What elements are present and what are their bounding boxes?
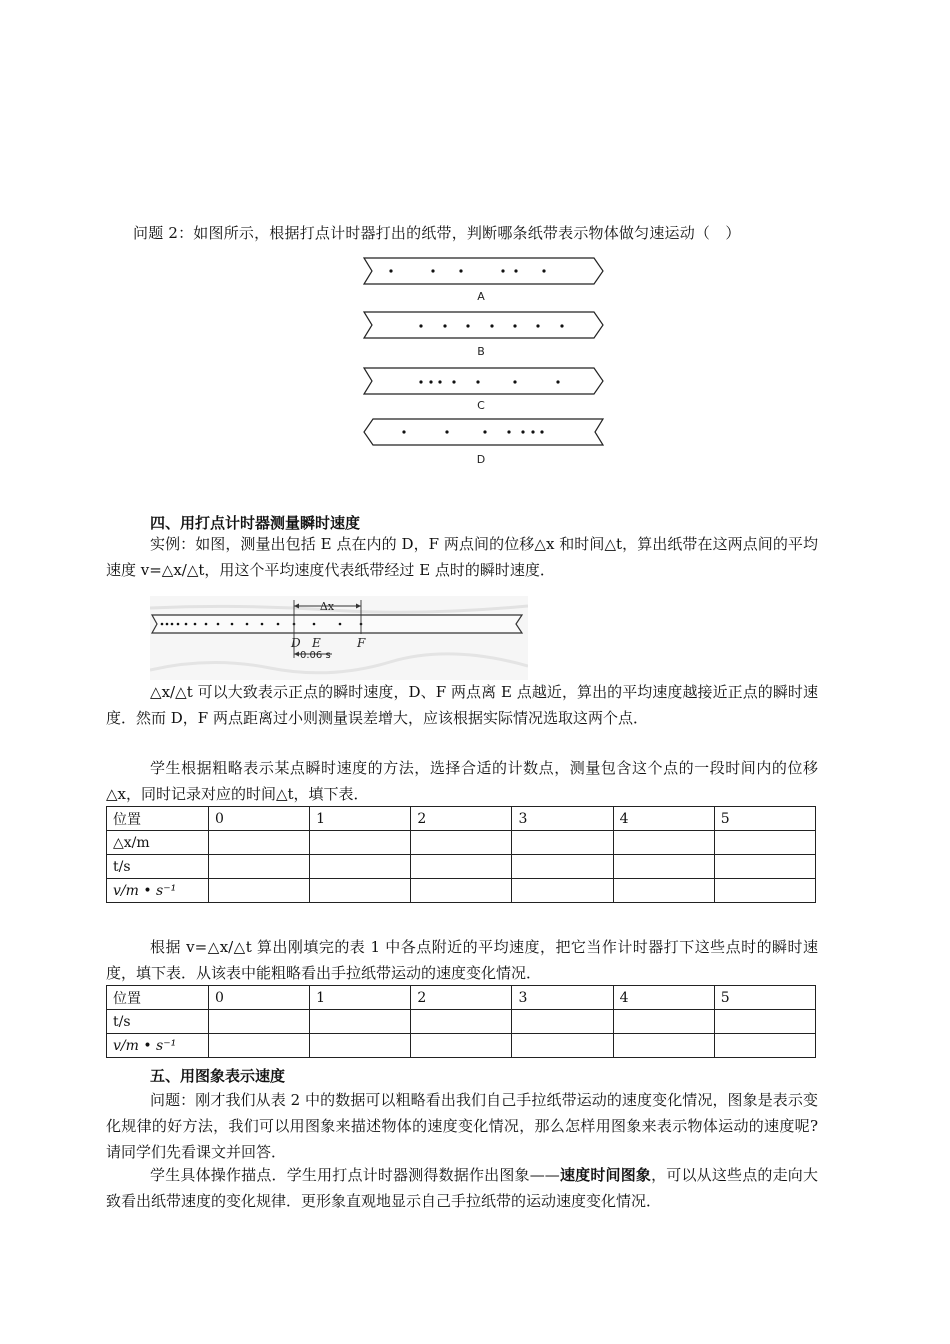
section-4-note-paragraph: △x/△t 可以大致表示正点的瞬时速度，D、F 两点离 E 点越近，算出的平均速度越接近正点的瞬时速度．然而 D，F 两点距离过小则测量误差增大，应该根据实际情况选取这两个点． <box>106 683 818 727</box>
section-4-example-paragraph: 实例：如图，测量出包括 E 点在内的 D，F 两点间的位移△x 和时间△t，算出纸带在这两点间的平均速度 v=△x/△t，用这个平均速度代表纸带经过 E 点时的瞬时速度． <box>106 535 818 579</box>
tape-b <box>364 312 603 358</box>
figure-point-d: D <box>291 636 301 650</box>
table-cell[interactable] <box>714 831 815 855</box>
table-cell[interactable] <box>411 879 512 903</box>
table-1-header-cell: 位置 <box>107 807 209 831</box>
table-2-header-cell: 位置 <box>107 986 209 1010</box>
table-row <box>107 831 816 855</box>
tape-d <box>364 419 603 466</box>
table-cell[interactable] <box>411 1034 512 1058</box>
table-2-header-cell: 0 <box>209 986 310 1010</box>
table-1-header-cell: 1 <box>310 807 411 831</box>
operate-text-pre: 学生具体操作描点．学生用打点计时器测得数据作出图象—— <box>150 1166 560 1184</box>
table-cell[interactable] <box>714 1010 815 1034</box>
table-2 <box>106 985 816 1058</box>
table-2-row-label: t/s <box>107 1010 209 1034</box>
table-1 <box>106 806 816 903</box>
figure-point-e: E <box>312 636 321 650</box>
tape-label-b: B <box>477 345 485 358</box>
section-5-heading: 五、用图象表示速度 <box>150 1067 286 1085</box>
table-cell[interactable] <box>310 1034 411 1058</box>
table-row <box>107 879 816 903</box>
table-1-header-cell: 3 <box>512 807 613 831</box>
table-cell[interactable] <box>613 879 714 903</box>
table-1-row-label: t/s <box>107 855 209 879</box>
figure-dt-label: 0.06 s <box>300 650 331 661</box>
table-cell[interactable] <box>714 1034 815 1058</box>
table-cell[interactable] <box>512 855 613 879</box>
section-5-question-paragraph: 问题：刚才我们从表 2 中的数据可以粗略看出我们自己手拉纸带运动的速度变化情况，图象是表示变化规律的好方法，我们可以用图象来描述物体的速度变化情况，那么怎样用图象来表示物体运动的速度呢?请同学们先看课文并回答． <box>106 1091 818 1161</box>
table-1-row-label: △x/m <box>107 831 209 855</box>
tape-label-c: C <box>477 399 485 412</box>
tape-label-a: A <box>477 290 485 303</box>
section-4-student-paragraph: 学生根据粗略表示某点瞬时速度的方法，选择合适的计数点，测量包含这个点的一段时间内的位移△x，同时记录对应的时间△t，填下表． <box>106 759 818 803</box>
section-5-operate-paragraph <box>106 1162 818 1214</box>
table-1-header-row <box>107 807 816 831</box>
table-2-header-cell: 5 <box>714 986 815 1010</box>
table-1-header-cell: 5 <box>714 807 815 831</box>
figure-point-f: F <box>357 636 366 650</box>
tape-c <box>364 368 603 412</box>
table-row <box>107 1010 816 1034</box>
table-2-header-cell: 1 <box>310 986 411 1010</box>
table-cell[interactable] <box>310 855 411 879</box>
table-cell[interactable] <box>411 1010 512 1034</box>
table-2-header-cell: 4 <box>613 986 714 1010</box>
table-cell[interactable] <box>411 855 512 879</box>
table-cell[interactable] <box>613 1010 714 1034</box>
table-row <box>107 855 816 879</box>
table-cell[interactable] <box>209 831 310 855</box>
table-1-header-cell: 4 <box>613 807 714 831</box>
table-cell[interactable] <box>714 879 815 903</box>
table-cell[interactable] <box>209 1034 310 1058</box>
table-cell[interactable] <box>613 855 714 879</box>
table-cell[interactable] <box>512 879 613 903</box>
table-2-header-cell: 2 <box>411 986 512 1010</box>
table-cell[interactable] <box>512 1034 613 1058</box>
table-cell[interactable] <box>310 831 411 855</box>
table-2-header-cell: 3 <box>512 986 613 1010</box>
table-cell[interactable] <box>411 831 512 855</box>
operate-text-post: ，可以从这些点的走向大致看出纸带速度的变化规律．更形象直观地显示自己手拉纸带的运动速度变化情况． <box>106 1166 818 1210</box>
table-cell[interactable] <box>714 855 815 879</box>
table-cell[interactable] <box>209 1010 310 1034</box>
table-2-header-row <box>107 986 816 1010</box>
section-4-calc-paragraph: 根据 v=△x/△t 算出刚填完的表 1 中各点附近的平均速度，把它当作计时器打下这些点时的瞬时速度，填下表．从该表中能粗略看出手拉纸带运动的速度变化情况． <box>106 938 818 982</box>
section-4-heading: 四、用打点计时器测量瞬时速度 <box>150 514 361 532</box>
figure-dx-label: Δx <box>319 600 335 613</box>
table-cell[interactable] <box>613 831 714 855</box>
table-cell[interactable] <box>512 1010 613 1034</box>
table-cell[interactable] <box>613 1034 714 1058</box>
table-row <box>107 1034 816 1058</box>
table-cell[interactable] <box>310 1010 411 1034</box>
table-1-row-label: v/m • s⁻¹ <box>107 879 209 903</box>
tape-label-d: D <box>476 453 486 466</box>
table-1-header-cell: 2 <box>411 807 512 831</box>
question-2-text: 问题 2：如图所示，根据打点计时器打出的纸带，判断哪条纸带表示物体做匀速运动（ ） <box>133 224 741 242</box>
table-cell[interactable] <box>209 879 310 903</box>
table-cell[interactable] <box>209 855 310 879</box>
table-2-row-label: v/m • s⁻¹ <box>107 1034 209 1058</box>
paper-tapes-figure <box>360 256 605 476</box>
table-1-header-cell: 0 <box>209 807 310 831</box>
tape-a <box>364 258 603 303</box>
velocity-time-graph-term: 速度时间图象 <box>559 1166 652 1184</box>
tape-measurement-figure <box>150 596 528 680</box>
table-cell[interactable] <box>512 831 613 855</box>
table-cell[interactable] <box>310 879 411 903</box>
